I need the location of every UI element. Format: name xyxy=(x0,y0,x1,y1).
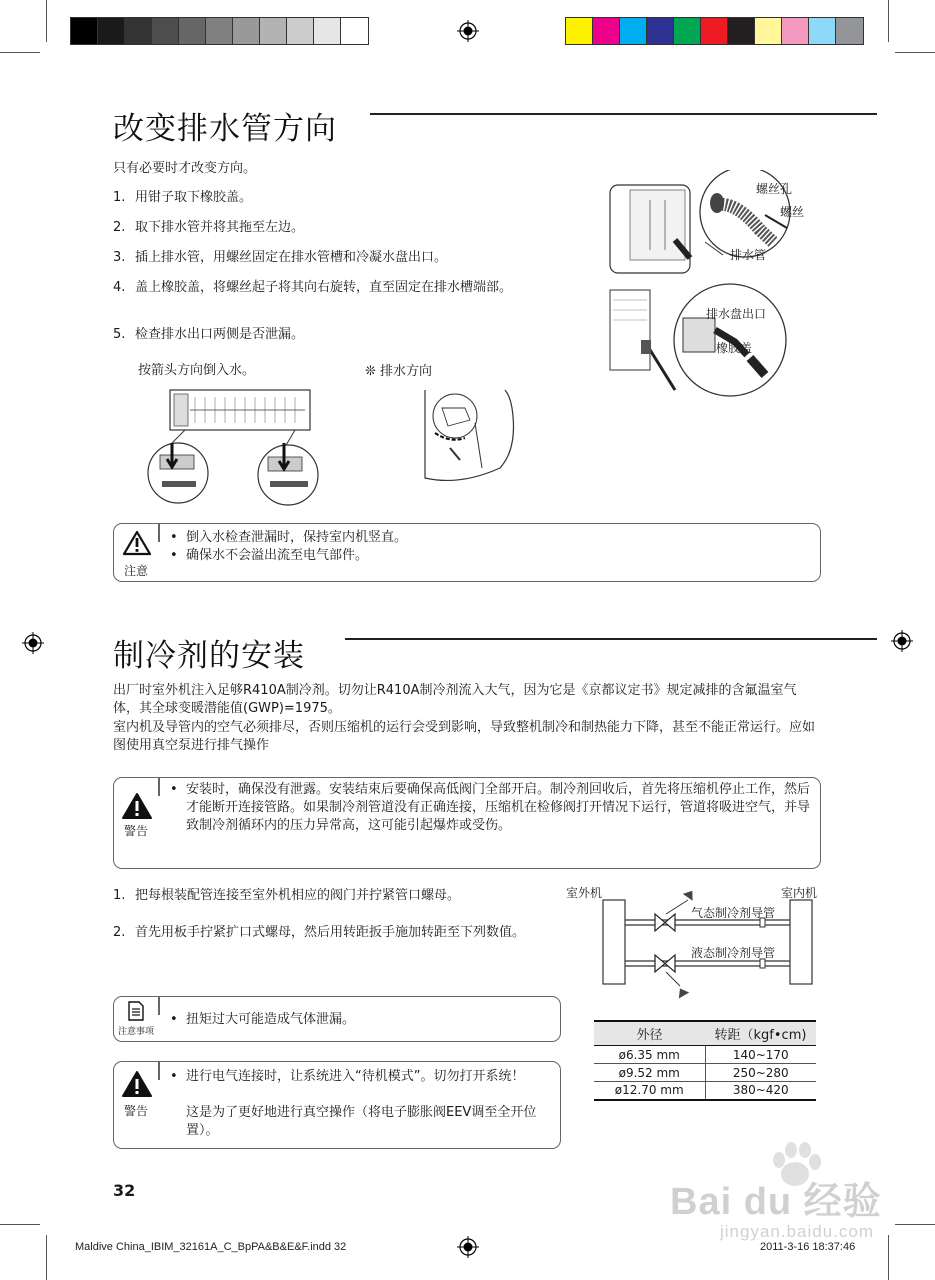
column-header: 外径 xyxy=(594,1021,705,1046)
step-number: 3. xyxy=(113,250,126,265)
step-item xyxy=(113,189,563,206)
torque-table xyxy=(594,1020,816,1101)
crop-mark xyxy=(895,1224,935,1225)
drain-pipe-label: 排水管 xyxy=(730,248,767,262)
process-color-bar xyxy=(565,17,864,45)
registration-mark-icon xyxy=(457,1236,479,1258)
table-row xyxy=(594,1046,816,1064)
step-text: 首先用板手拧紧扩口式螺母，然后用转距扳手施加转距至下列数值。 xyxy=(135,925,526,940)
color-swatch xyxy=(728,18,755,44)
registration-mark-icon xyxy=(22,632,44,654)
screw-hole-label: 螺丝孔 xyxy=(756,182,793,196)
title-rule xyxy=(370,113,877,115)
step-number: 4. xyxy=(113,280,126,295)
warning-list xyxy=(170,781,810,835)
table-row xyxy=(594,1064,816,1082)
color-swatch xyxy=(260,18,287,44)
color-swatch xyxy=(233,18,260,44)
note-label: 注意事项 xyxy=(117,1027,154,1037)
color-swatch xyxy=(674,18,701,44)
step-item xyxy=(113,924,533,941)
step-text: 检查排水出口两侧是否泄漏。 xyxy=(135,327,305,342)
caution-list xyxy=(170,529,407,565)
step-text: 把每根装配管连接至室外机相应的阀门并拧紧管口螺母。 xyxy=(135,888,461,903)
color-swatch xyxy=(98,18,125,44)
step-text: 取下排水管并将其拖至左边。 xyxy=(135,220,305,235)
outdoor-unit-label: 室外机 xyxy=(566,886,603,900)
registration-mark-icon xyxy=(457,20,479,42)
warning-box xyxy=(113,777,821,869)
warning-item: • 进行电气连接时，让系统进入“待机模式”。切勿打开系统！ xyxy=(170,1068,550,1086)
note-item: • 扭矩过大可能造成气体泄漏。 xyxy=(170,1011,355,1029)
color-swatch xyxy=(836,18,863,44)
step-item xyxy=(113,887,533,904)
color-swatch xyxy=(125,18,152,44)
indoor-unit-label: 室内机 xyxy=(781,886,818,900)
color-swatch xyxy=(782,18,809,44)
step-number: 1. xyxy=(113,190,126,205)
crop-mark xyxy=(0,1224,40,1225)
section-title: 改变排水管方向 xyxy=(113,111,337,147)
intro-text: 只有必要时才改变方向。 xyxy=(113,161,257,176)
caution-label: 注意 xyxy=(123,564,148,578)
color-swatch xyxy=(566,18,593,44)
table-cell: ø9.52 mm xyxy=(594,1064,705,1082)
color-swatch xyxy=(755,18,782,44)
warning-label: 警告 xyxy=(123,1104,148,1118)
step-number: 5. xyxy=(113,327,126,342)
color-swatch xyxy=(593,18,620,44)
watermark-brand: Bai du 经验 xyxy=(670,1181,882,1223)
section-title: 制冷剂的安装 xyxy=(113,638,305,674)
crop-mark xyxy=(46,0,47,42)
warning-item: • 安装时，确保没有泄露。安装结束后要确保高低阀门全部开启。制冷剂回收后，首先将压缩机停止工作，然后才能断开连接管路。如果制冷剂管道没有正确连接，压缩机在检修阀打开情况下运行，管道将吸进空气，并导致制冷剂循环内的压力异常高，这可能引起爆炸或受伤。 xyxy=(170,781,810,835)
step-item xyxy=(113,219,563,236)
drain-direction-illustration xyxy=(420,388,520,488)
color-swatch xyxy=(287,18,314,44)
liquid-pipe-label: 液态制冷剂导管 xyxy=(691,946,776,960)
step-text: 插上排水管，用螺丝固定在排水管槽和冷凝水盘出口。 xyxy=(135,250,448,265)
color-swatch xyxy=(314,18,341,44)
color-swatch xyxy=(341,18,368,44)
screw-label: 螺丝 xyxy=(780,205,805,219)
table-row xyxy=(594,1082,816,1100)
baidu-watermark xyxy=(670,1140,890,1250)
step-item xyxy=(113,279,563,296)
note-list xyxy=(170,1011,355,1029)
warning-list xyxy=(170,1068,550,1086)
box-divider xyxy=(158,997,160,1015)
color-swatch xyxy=(206,18,233,44)
pour-water-caption: 按箭头方向倒入水。 xyxy=(138,363,256,378)
box-divider xyxy=(158,524,160,542)
color-swatch xyxy=(647,18,674,44)
step-number: 2. xyxy=(113,220,126,235)
color-swatch xyxy=(179,18,206,44)
table-cell: 250~280 xyxy=(705,1064,816,1082)
gas-pipe-label: 气态制冷剂导管 xyxy=(691,906,776,920)
color-swatch xyxy=(71,18,98,44)
table-cell: ø6.35 mm xyxy=(594,1046,705,1064)
color-swatch xyxy=(809,18,836,44)
step-item xyxy=(113,326,563,343)
warning-box xyxy=(113,1061,561,1149)
caution-item: • 倒入水检查泄漏时，保持室内机竖直。 xyxy=(170,529,407,547)
air-purge-paragraph: 室内机及导管内的空气必须排尽，否则压缩机的运行会受到影响，导致整机制冷和制热能力下降，甚至不能正常运行。应如图使用真空泵进行排气操作 xyxy=(113,720,816,753)
caution-box xyxy=(113,523,821,582)
page-number: 32 xyxy=(113,1181,136,1200)
crop-mark xyxy=(888,0,889,42)
table-cell: ø12.70 mm xyxy=(594,1082,705,1100)
column-header: 转距（kgf•cm) xyxy=(705,1021,816,1046)
note-document-icon xyxy=(127,1001,145,1021)
warning-label: 警告 xyxy=(123,824,148,838)
title-rule xyxy=(345,638,877,640)
crop-mark xyxy=(895,52,935,53)
crop-mark xyxy=(46,1235,47,1280)
warning-triangle-icon xyxy=(121,792,153,820)
color-swatch xyxy=(152,18,179,44)
step-number: 2. xyxy=(113,925,126,940)
box-divider xyxy=(158,1062,160,1080)
crop-mark xyxy=(0,52,40,53)
drain-outlet-label: 排水盘出口 xyxy=(706,307,767,321)
refrigerant-paragraph: 出厂时室外机注入足够R410A制冷剂。切勿让R410A制冷剂流入大气，因为它是《京都议定书》规定减排的含氟温室气体，其全球变暖潜能值(GWP)=1975。 xyxy=(113,683,797,716)
table-cell: 140~170 xyxy=(705,1046,816,1064)
step-item xyxy=(113,249,563,266)
step-text: 盖上橡胶盖，将螺丝起子将其向右旋转，直至固定在排水槽端部。 xyxy=(135,280,513,295)
footer-filename: Maldive China_IBIM_32161A_C_BpPA&B&E&F.indd 32 xyxy=(75,1241,347,1253)
warning-note: 这是为了更好地进行真空操作（将电子膨胀阀EEV调至全开位置）。 xyxy=(186,1105,537,1138)
gray-color-bar xyxy=(70,17,369,45)
watermark-url: jingyan.baidu.com xyxy=(720,1222,875,1241)
color-swatch xyxy=(701,18,728,44)
caution-item: • 确保水不会溢出流至电气部件。 xyxy=(170,547,407,565)
pour-water-illustration xyxy=(140,385,320,515)
box-divider xyxy=(158,778,160,796)
step-text: 用钳子取下橡胶盖。 xyxy=(135,190,253,205)
step-number: 1. xyxy=(113,888,126,903)
drain-direction-caption: ❊ 排水方向 xyxy=(365,364,433,379)
note-box xyxy=(113,996,561,1042)
rubber-cap-label: 橡胶盖 xyxy=(716,341,753,355)
table-header-row xyxy=(594,1021,816,1046)
registration-mark-icon xyxy=(891,630,913,652)
caution-triangle-icon xyxy=(122,530,152,556)
footer-timestamp: 2011-3-16 18:37:46 xyxy=(760,1241,856,1253)
warning-triangle-icon xyxy=(121,1070,153,1098)
color-swatch xyxy=(620,18,647,44)
table-cell: 380~420 xyxy=(705,1082,816,1100)
